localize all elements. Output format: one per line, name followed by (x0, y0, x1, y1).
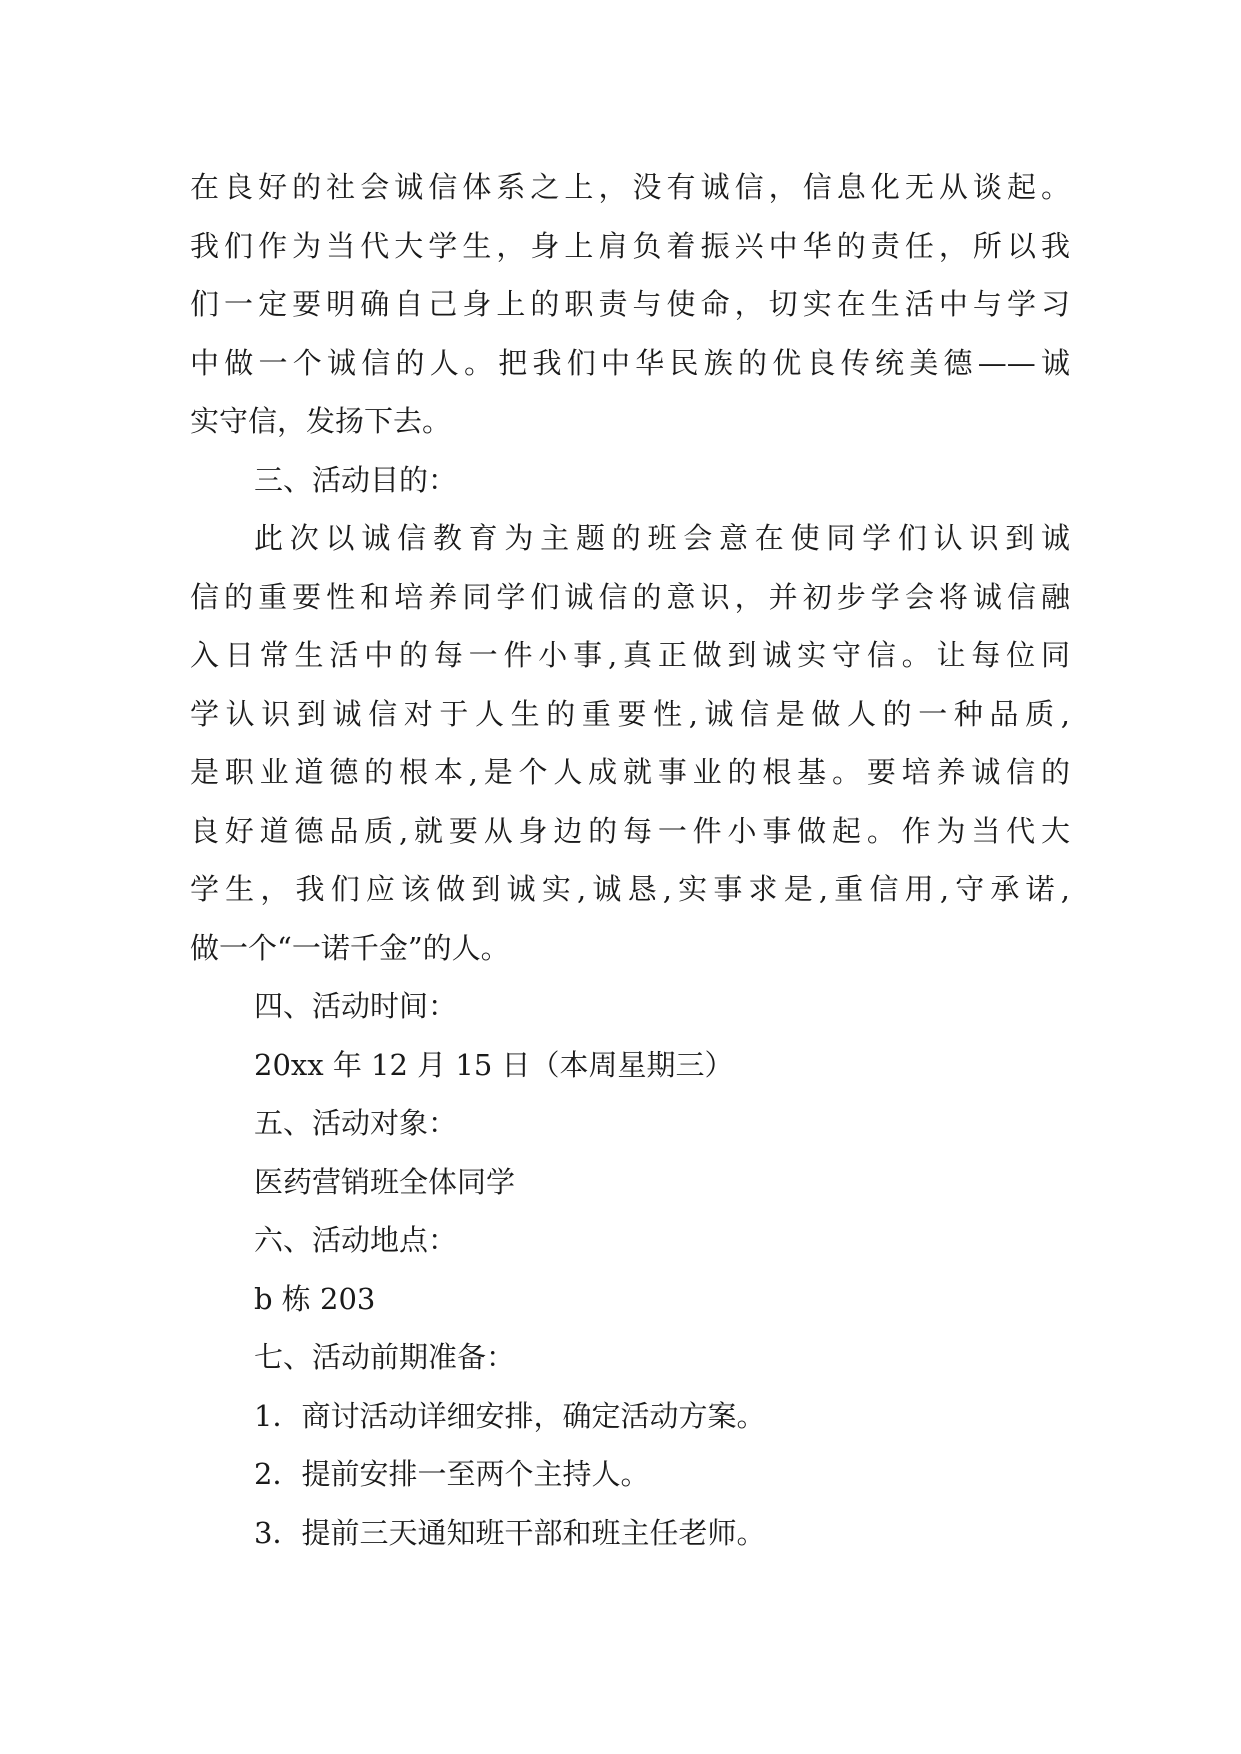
paragraph-credit-society (190, 158, 1070, 451)
section-heading-preparation: 七、活动前期准备： (254, 1340, 516, 1374)
text-line: 入日常生活中的每一件小事,真正做到诚实守信。让每位同 (190, 638, 1070, 672)
list-item: 1．商讨活动详细安排，确定活动方案。 (254, 1398, 766, 1433)
section-heading-location: 六、活动地点： (254, 1223, 458, 1257)
text-line: 实守信，发扬下去。 (190, 404, 452, 438)
activity-audience-value: 医药营销班全体同学 (254, 1164, 516, 1199)
activity-location-value: b 栋 203 (254, 1281, 376, 1316)
text-line: 做一个“一诺千金”的人。 (190, 930, 510, 965)
text-line: 我们作为当代大学生，身上肩负着振兴中华的责任，所以我 (190, 228, 1070, 263)
list-item: 2．提前安排一至两个主持人。 (254, 1457, 650, 1491)
section-heading-audience: 五、活动对象： (254, 1106, 458, 1140)
paragraph-purpose (190, 509, 1070, 977)
text-line: 学生，我们应该做到诚实,诚恳,实事求是,重信用,守承诺, (190, 872, 1070, 906)
document-body (190, 158, 1070, 1562)
text-line: 中做一个诚信的人。把我们中华民族的优良传统美德——诚 (190, 345, 1070, 380)
text-line: 是职业道德的根本,是个人成就事业的根基。要培养诚信的 (190, 755, 1070, 789)
text-line: 良好道德品质,就要从身边的每一件小事做起。作为当代大 (190, 813, 1070, 848)
section-heading-purpose: 三、活动目的： (254, 462, 458, 497)
text-line: 们一定要明确自己身上的职责与使命，切实在生活中与学习 (190, 287, 1070, 321)
list-item: 3．提前三天通知班干部和班主任老师。 (254, 1515, 766, 1550)
preparation-list (190, 1387, 1070, 1563)
text-line: 在良好的社会诚信体系之上，没有诚信，信息化无从谈起。 (190, 170, 1070, 204)
text-line: 此次以诚信教育为主题的班会意在使同学们认识到诚 (254, 521, 1070, 555)
section-heading-time: 四、活动时间： (254, 989, 458, 1023)
text-line: 学认识到诚信对于人生的重要性,诚信是做人的一种品质, (190, 696, 1070, 731)
activity-time-value: 20xx 年 12 月 15 日（本周星期三） (254, 1047, 734, 1082)
text-line: 信的重要性和培养同学们诚信的意识，并初步学会将诚信融 (190, 579, 1070, 614)
